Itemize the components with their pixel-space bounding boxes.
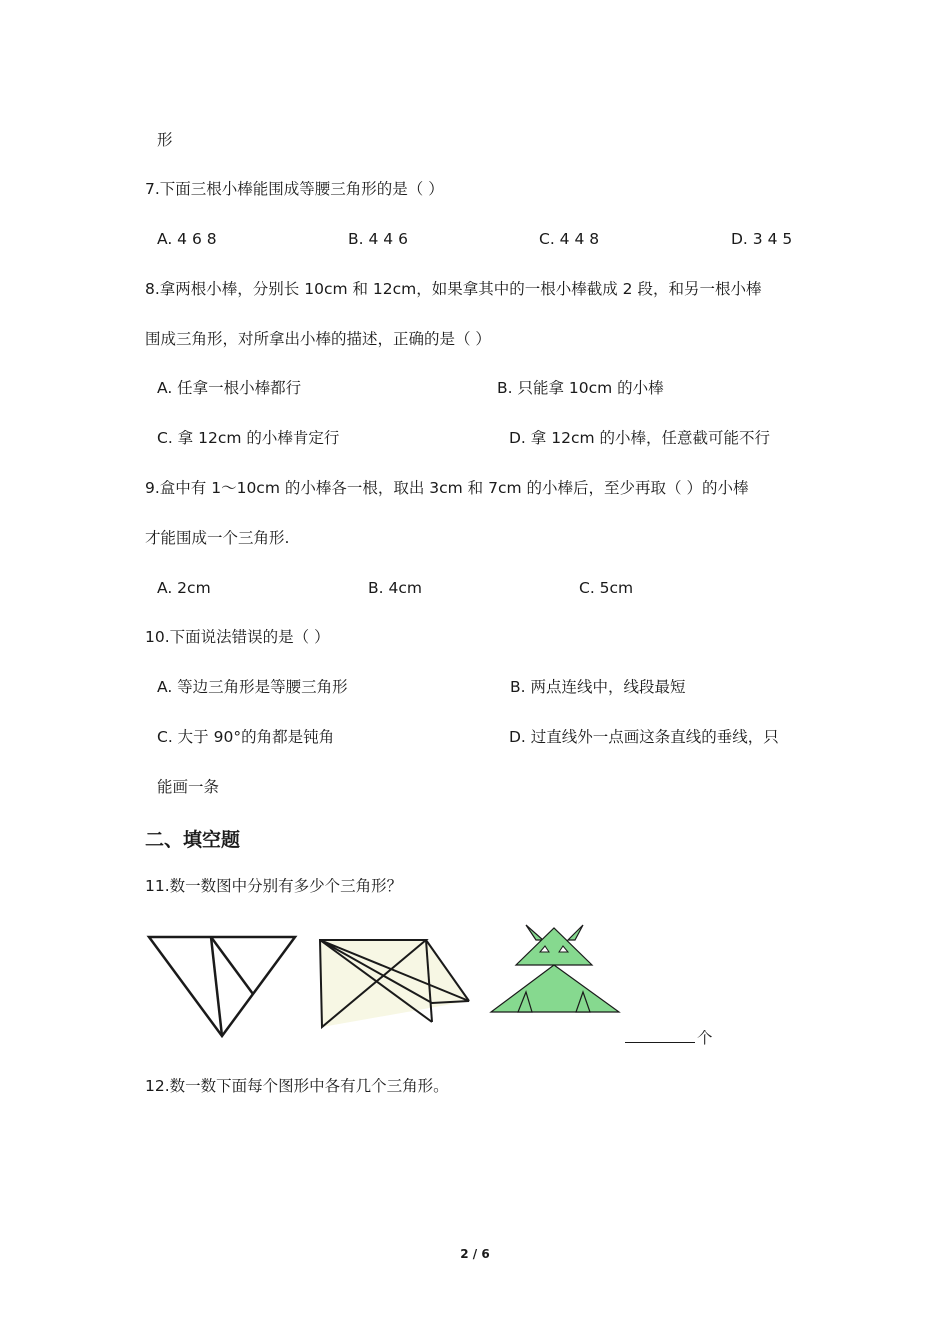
question-8-stem-line2: 围成三角形，对所拿出小棒的描述，正确的是（ ） [145,330,491,348]
question-10-option-a[interactable]: A. 等边三角形是等腰三角形 [157,678,348,696]
question-11-answer[interactable] [625,1028,713,1048]
answer-unit: 个 [697,1029,713,1047]
question-9-stem-line2: 才能围成一个三角形. [145,529,290,547]
question-9-option-a[interactable]: A. 2cm [157,579,211,597]
question-9-option-c[interactable]: C. 5cm [579,579,634,597]
question-10-option-b[interactable]: B. 两点连线中，线段最短 [510,678,686,696]
question-8-stem-line1: 8.拿两根小棒，分别长 10cm 和 12cm，如果拿其中的一根小棒截成 2 段，和另一根小棒 [145,280,762,298]
continued-text: 形 [157,131,173,149]
question-7-option-d[interactable]: D. 3 4 5 [731,230,793,248]
question-11-stem: 11.数一数图中分别有多少个三角形？ [145,877,403,895]
answer-blank[interactable] [625,1028,695,1043]
question-8-option-d[interactable]: D. 拿 12cm 的小棒，任意截可能不行 [509,429,770,447]
question-7-option-a[interactable]: A. 4 6 8 [157,230,217,248]
question-10-option-d-continued: 能画一条 [157,778,220,796]
question-12-stem: 12.数一数下面每个图形中各有几个三角形。 [145,1077,449,1095]
question-10-option-d[interactable]: D. 过直线外一点画这条直线的垂线，只 [509,728,779,746]
question-9-stem-line1: 9.盒中有 1～10cm 的小棒各一根，取出 3cm 和 7cm 的小棒后，至少再取（ ）的小棒 [145,479,749,497]
question-7-option-c[interactable]: C. 4 4 8 [539,230,600,248]
question-9-option-b[interactable]: B. 4cm [368,579,422,597]
question-7-option-b[interactable]: B. 4 4 6 [348,230,408,248]
question-7-stem: 7.下面三根小棒能围成等腰三角形的是（ ） [145,180,444,198]
question-8-option-c[interactable]: C. 拿 12cm 的小棒肯定行 [157,429,340,447]
question-8-option-a[interactable]: A. 任拿一根小棒都行 [157,379,302,397]
question-8-option-b[interactable]: B. 只能拿 10cm 的小棒 [497,379,664,397]
question-10-stem: 10.下面说法错误的是（ ） [145,628,330,646]
figure-3-green-cat-figure [488,922,628,1017]
figure-2-crossing-triangles [314,935,474,1035]
section-title-fill-blank: 二、填空题 [145,829,241,851]
question-10-option-c[interactable]: C. 大于 90°的角都是钝角 [157,728,335,746]
figure-1-inverted-triangle [145,932,305,1042]
page-number: 2 / 6 [460,1247,490,1261]
